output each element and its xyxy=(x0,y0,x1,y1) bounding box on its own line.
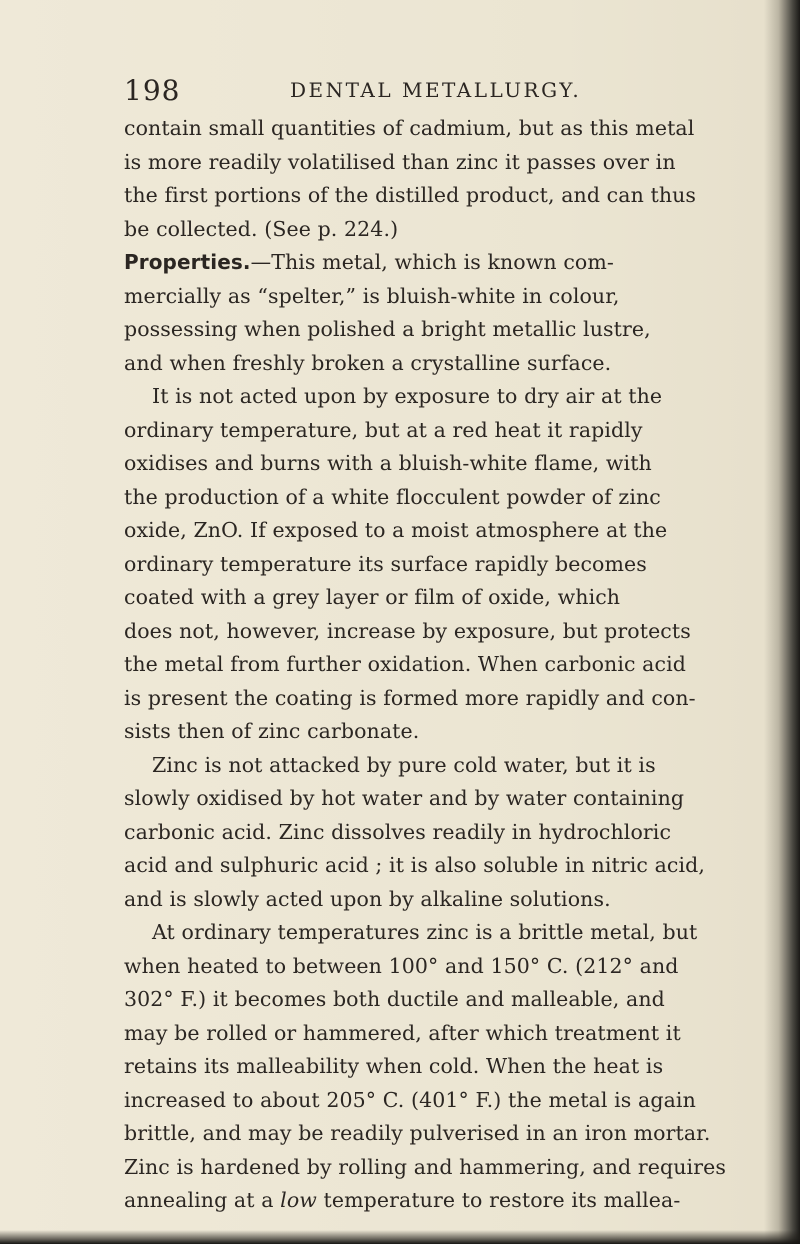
text-line xyxy=(124,1184,764,1218)
running-title: DENTAL METALLURGY. xyxy=(290,78,582,102)
text-line: slowly oxidised by hot water and by water containing xyxy=(124,786,685,810)
text-line: is more readily volatilised than zinc it passes over in xyxy=(124,149,676,174)
paragraph-start-line: At ordinary temperatures zinc is a brittle metal, but xyxy=(152,920,698,944)
text-line: does not, however, increase by exposure, but protects xyxy=(124,618,691,643)
text-line: retains its malleability when cold. When the heat is xyxy=(124,1054,664,1078)
paragraph-start-line: Zinc is not attacked by pure cold water, but it is xyxy=(152,752,656,777)
text-line: ordinary temperature its surface rapidly becomes xyxy=(124,551,647,576)
text-line: contain small quantities of cadmium, but as this metal xyxy=(124,116,695,140)
text-line: the production of a white flocculent powder of zinc xyxy=(124,484,661,509)
text-line: when heated to between 100° and 150° C. (212° and xyxy=(124,953,679,978)
text-line: and when freshly broken a crystalline surface. xyxy=(124,350,612,375)
text-line: Zinc is hardened by rolling and hammering, and requires xyxy=(124,1154,726,1179)
page-edge-shadow xyxy=(764,0,800,1244)
text-line: carbonic acid. Zinc dissolves readily in hydrochloric xyxy=(124,819,672,844)
page-number: 198 xyxy=(124,74,181,107)
text-line: oxidises and burns with a bluish-white flame, with xyxy=(124,451,652,475)
page-header xyxy=(124,70,744,110)
page-bottom-shadow xyxy=(0,1230,800,1244)
text-line: mercially as “spelter,” is bluish-white in colour, xyxy=(124,283,620,308)
text-line: 302° F.) it becomes both ductile and malleable, and xyxy=(124,987,665,1011)
text-line: may be rolled or hammered, after which treatment it xyxy=(124,1020,681,1045)
text-line: and is slowly acted upon by alkaline solutions. xyxy=(124,886,611,911)
text-line: increased to about 205° C. (401° F.) the metal is again xyxy=(124,1087,696,1112)
body-text xyxy=(124,112,764,1218)
section-heading-properties: Properties. xyxy=(124,250,251,274)
text-line: ordinary temperature, but at a red heat it rapidly xyxy=(124,417,643,442)
text-run: temperature to restore its mallea- xyxy=(316,1188,681,1212)
text-run: —This metal, which is known com- xyxy=(250,250,614,274)
text-line: coated with a grey layer or film of oxide, which xyxy=(124,585,621,609)
text-line: the metal from further oxidation. When carbonic acid xyxy=(124,652,686,676)
text-line: is present the coating is formed more rapidly and con- xyxy=(124,685,696,710)
text-line: acid and sulphuric acid ; it is also soluble in nitric acid, xyxy=(124,853,705,877)
text-line: be collected. (See p. 224.) xyxy=(124,216,399,241)
text-line: sists then of zinc carbonate. xyxy=(124,719,420,743)
italic-emphasis: low xyxy=(280,1188,317,1212)
text-run: annealing at a xyxy=(124,1188,274,1212)
text-line xyxy=(124,246,764,280)
text-line: possessing when polished a bright metallic lustre, xyxy=(124,317,651,341)
text-line: brittle, and may be readily pulverised in an iron mortar. xyxy=(124,1121,711,1145)
paragraph-start-line: It is not acted upon by exposure to dry air at the xyxy=(152,384,663,408)
text-line: the first portions of the distilled product, and can thus xyxy=(124,183,697,207)
text-line: oxide, ZnO. If exposed to a moist atmosphere at the xyxy=(124,518,668,542)
